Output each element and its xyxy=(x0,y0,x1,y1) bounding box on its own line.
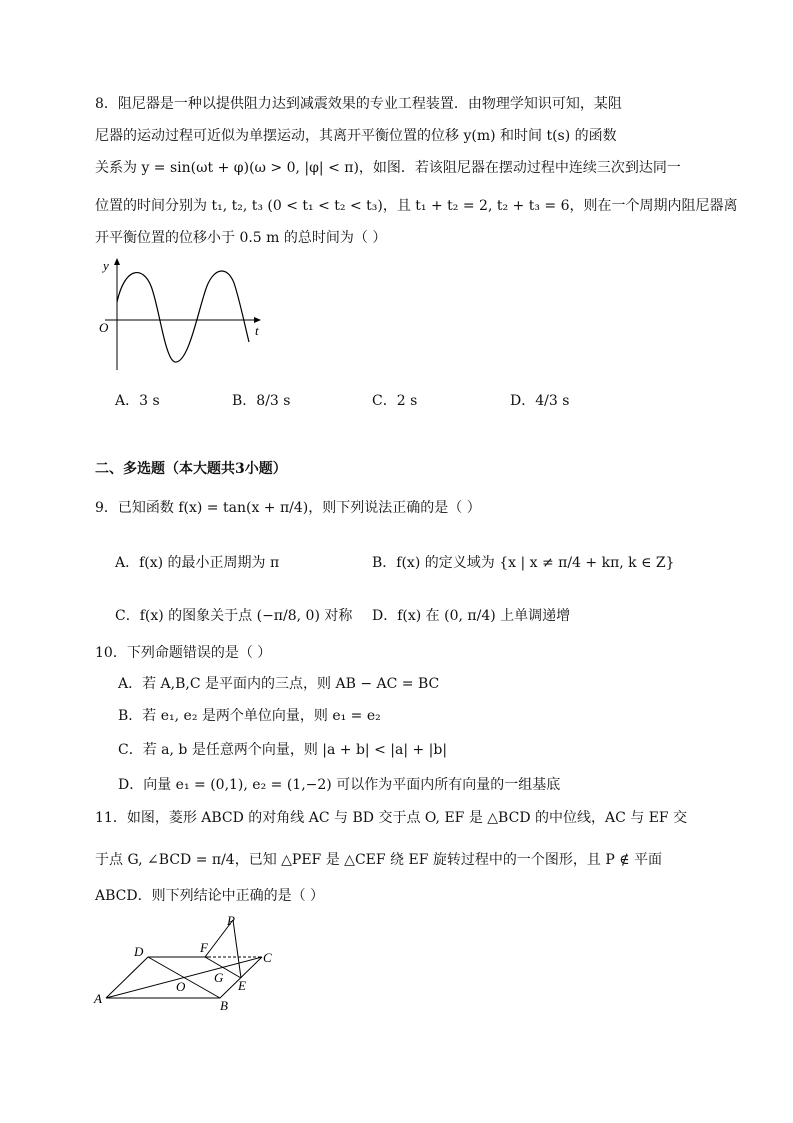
label-D: D xyxy=(134,944,144,959)
q8-option-b: B．8/3 s xyxy=(232,393,291,409)
q8-option-c: C．2 s xyxy=(372,393,418,409)
label-P: P xyxy=(227,913,235,928)
q8-option-d: D．4/3 s xyxy=(510,393,570,409)
q10-option-b: B．若 e₁, e₂ 是两个单位向量，则 e₁ = e₂ xyxy=(118,708,381,724)
q9-option-c: C．f(x) 的图象关于点 (−π/8, 0) 对称 xyxy=(115,608,353,624)
label-A: A xyxy=(94,991,102,1006)
q8-line-5: 开平衡位置的位移小于 0.5 m 的总时间为（ ） xyxy=(95,230,387,246)
graph-origin-label: O xyxy=(99,320,109,335)
q10-option-a: A．若 A,B,C 是平面内的三点，则 AB − AC = BC xyxy=(118,676,440,692)
q8-line-3: 关系为 y = sin(ωt + φ)(ω > 0, |φ| < π)，如图．若该阻尼器在摆动过程中连续三次到达同一 xyxy=(95,160,681,176)
q9-option-b: B．f(x) 的定义域为 {x | x ≠ π/4 + kπ, k ∈ Z} xyxy=(372,555,675,571)
q11-line-2: 于点 G, ∠BCD = π/4，已知 △PEF 是 △CEF 绕 EF 旋转过程中的一个图形，且 P ∉ 平面 xyxy=(95,852,663,868)
q8-option-a: A．3 s xyxy=(115,393,160,409)
label-O: O xyxy=(176,979,186,994)
section-2-title: 二、多选题（本大题共3小题） xyxy=(95,461,287,477)
label-C: C xyxy=(263,950,272,965)
q10-option-c: C．若 a, b 是任意两个向量，则 |a + b| < |a| + |b| xyxy=(118,742,448,758)
label-B: B xyxy=(220,998,228,1012)
graph-x-label: t xyxy=(255,323,259,338)
label-G: G xyxy=(214,970,224,985)
q9-option-a: A．f(x) 的最小正周期为 π xyxy=(115,555,280,571)
q11-rhombus-figure xyxy=(90,912,290,1012)
q11-line-1: 11．如图，菱形 ABCD 的对角线 AC 与 BD 交于点 O, EF 是 △BCD 的中位线，AC 与 EF 交 xyxy=(95,810,688,826)
q11-line-3: ABCD．则下列结论中正确的是（ ） xyxy=(95,888,325,904)
q10-option-d: D．向量 e₁ = (0,1), e₂ = (1,−2) 可以作为平面内所有向量的一组基底 xyxy=(118,777,561,793)
q8-line-2: 尼器的运动过程可近似为单摆运动，其离开平衡位置的位移 y(m) 和时间 t(s) 的函数 xyxy=(95,128,617,144)
q9-option-d: D．f(x) 在 (0, π/4) 上单调递增 xyxy=(372,608,571,624)
label-E: E xyxy=(238,978,246,993)
q8-line-1: 8．阻尼器是一种以提供阻力达到减震效果的专业工程装置．由物理学知识可知，某阻 xyxy=(95,96,622,112)
q8-sine-graph xyxy=(95,256,275,376)
q8-line-4: 位置的时间分别为 t₁, t₂, t₃ (0 < t₁ < t₂ < t₃)，且 t₁ + t₂ = 2, t₂ + t₃ = 6，则在一个周期内阻尼器离 xyxy=(95,198,738,214)
label-F: F xyxy=(200,940,208,955)
q9-stem: 9．已知函数 f(x) = tan(x + π/4)，则下列说法正确的是（ ） xyxy=(95,500,481,516)
q10-stem: 10．下列命题错误的是（ ） xyxy=(95,645,272,661)
graph-y-label: y xyxy=(103,258,109,273)
